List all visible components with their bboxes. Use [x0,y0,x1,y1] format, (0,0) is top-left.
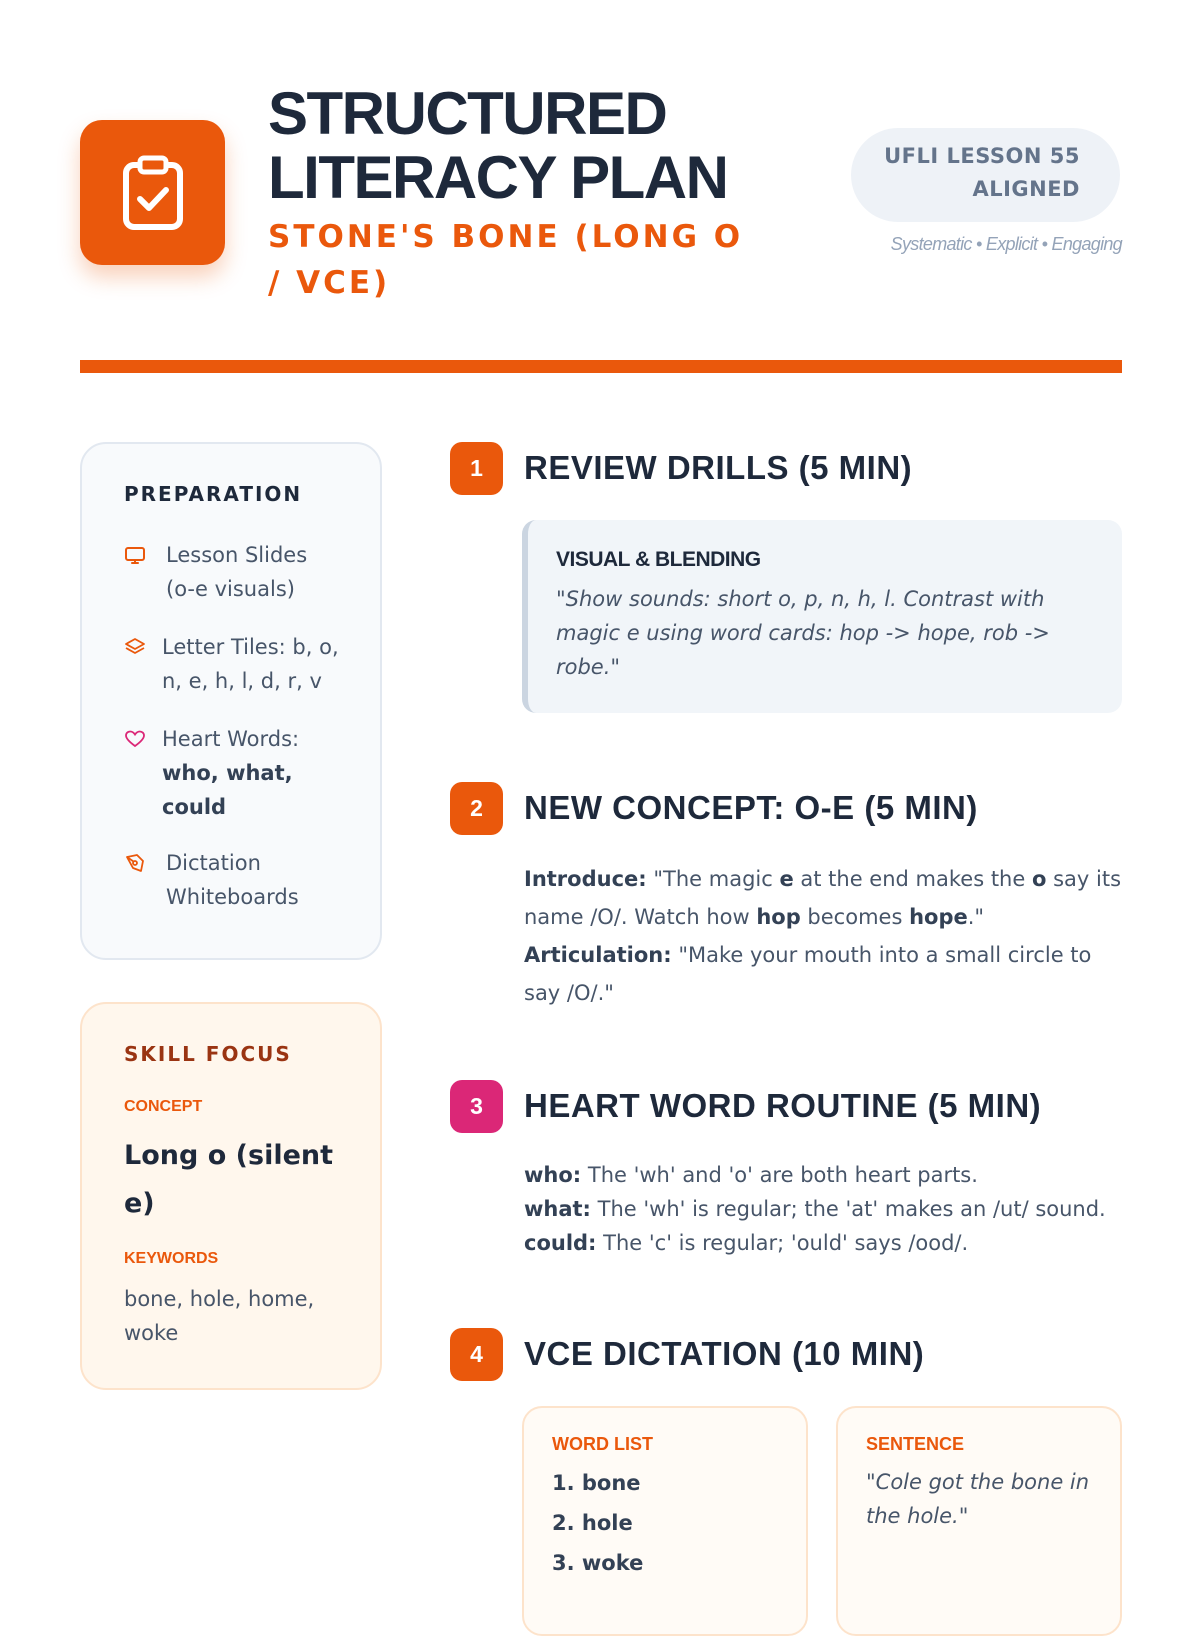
sentence-card [836,1406,1122,1636]
concept-label: CONCEPT [124,1098,203,1115]
word-list-label: WORD LIST [552,1434,653,1454]
prep-item-tiles [124,630,348,698]
word-list-card [522,1406,808,1636]
section-title-heart-word: HEART WORD ROUTINE (5 MIN) [524,1087,1042,1124]
page-subtitle: STONE'S BONE (LONG O / VCE) [268,219,744,301]
heart-word-line: what: The 'wh' is regular; the 'at' makes an /ut/ sound. [524,1197,1106,1221]
keywords-label: KEYWORDS [124,1250,219,1267]
articulation-paragraph [524,936,1124,1012]
prep-item-slides [124,538,324,606]
section-title-review-drills: REVIEW DRILLS (5 MIN) [524,449,913,486]
visual-blending-quote: "Show sounds: short o, p, n, h, l. Contrast with magic e using word cards: hop -> hope, rob -> robe." [556,587,1050,679]
prep-item-heart-words [124,722,324,824]
section-number-badge: 4 [450,1328,503,1381]
heart-word-line: who: The 'wh' and 'o' are both heart parts. [524,1163,978,1187]
skill-focus-heading: SKILL FOCUS [124,1042,292,1066]
page-title: STRUCTURED LITERACY PLAN [268,80,728,211]
heart-word-line: could: The 'c' is regular; 'ould' says /ood/. [524,1231,969,1255]
pen-tool-icon [124,852,146,874]
sentence-label: SENTENCE [866,1434,965,1454]
heart-words-value: who, what, could [162,761,293,819]
list-item: 2. hole [552,1511,633,1535]
introduce-paragraph: Introduce: "The magic e at the end makes the o say its name /O/. Watch how hop becomes hope." [524,867,1122,929]
list-item: 1. bone [552,1471,641,1495]
preparation-heading: PREPARATION [124,482,303,506]
prep-item-label: Dictation Whiteboards [166,851,299,909]
heart-word-body [524,1158,1124,1260]
monitor-icon [124,544,146,566]
logo-badge [80,120,225,265]
dictation-sentence: "Cole got the bone in the hole." [866,1470,1090,1528]
tagline: Systematic • Explicit • Engaging [890,234,1122,254]
lesson-badge: UFLI LESSON 55 ALIGNED [851,128,1120,222]
prep-item-label: Letter Tiles: b, o, n, e, h, l, d, r, v [162,635,339,693]
concept-value: Long o (silent e) [124,1140,334,1219]
section-number-badge: 3 [450,1080,503,1133]
visual-blending-box [522,520,1122,713]
section-number-badge: 2 [450,782,503,835]
clipboard-check-icon [121,155,185,231]
prep-item-label: Lesson Slides (o-e visuals) [166,543,308,601]
section-title-dictation: VCE DICTATION (10 MIN) [524,1335,925,1372]
word-list [552,1463,780,1583]
section-number-badge: 1 [450,442,503,495]
layers-icon [124,636,146,658]
prep-item-whiteboards [124,846,324,914]
section-title-new-concept: NEW CONCEPT: O-E (5 MIN) [524,789,978,826]
header-divider [80,360,1122,373]
skill-focus-card [80,1002,382,1390]
introduce-label: Introduce: [524,867,647,891]
heart-words-label: Heart Words: [162,727,300,751]
list-item: 3. woke [552,1551,644,1575]
articulation-label: Articulation: [524,943,672,967]
articulation-text: "Make your mouth into a small circle to say /O/." [524,943,1092,1005]
preparation-card [80,442,382,960]
visual-blending-label: VISUAL & BLENDING [556,548,761,571]
new-concept-body [524,860,1124,1012]
keywords-value: bone, hole, home, woke [124,1287,315,1345]
heart-icon [124,728,146,750]
